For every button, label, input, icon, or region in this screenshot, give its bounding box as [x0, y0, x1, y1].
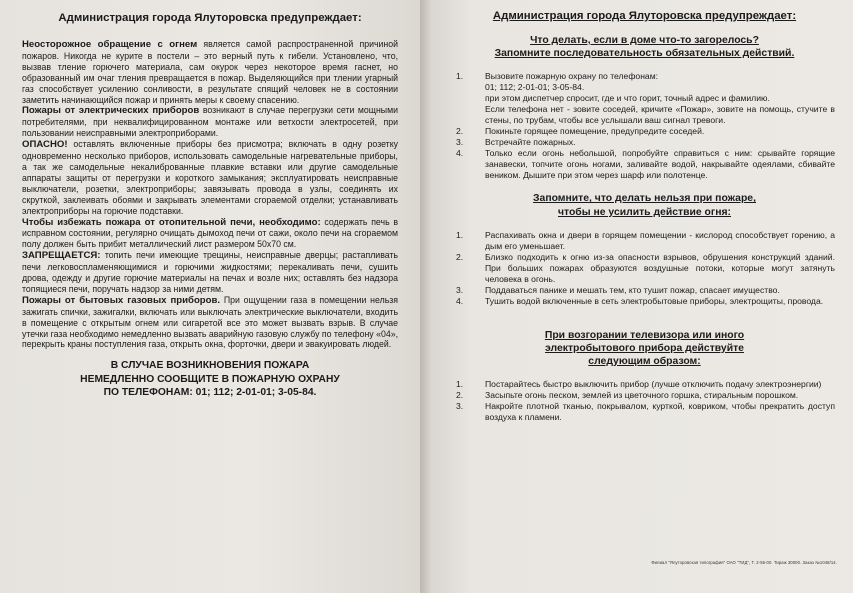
paragraph-text: возникают в случае перегрузки сети мощными потребителями, при неквалифицированном монтаже или ветхости электросетей, при пользовании неисправными электроприборами. — [22, 105, 398, 139]
list-item — [454, 148, 835, 181]
paragraph-text: При ощущении газа в помещении нельзя зажигать спички, зажигалки, включать или выключать электрические выключатели, входить в помещение с открытым огнем или сигаретой все это может вызвать взрыв. В случае утечки газа необходимо немедленно вызвать аварийную газовую службу по телефону «04», перекрыть краны поступления газа, открыть окна, форточки, двери и эвакуировать людей. — [22, 294, 398, 350]
list-item-number: 1. — [456, 71, 464, 82]
section-heading-line: Запомните последовательность обязательных действий. — [494, 48, 795, 60]
paragraph-lead: Пожары от электрических приборов — [22, 105, 200, 117]
list-item-number: 2. — [456, 390, 464, 401]
paragraph-lead: Пожары от бытовых газовых приборов. — [22, 294, 221, 306]
list-item-number: 1. — [456, 379, 464, 390]
list-item — [454, 285, 835, 296]
list-item — [454, 230, 835, 252]
list-item-text: Близко подходить к огню из-за опасности взрывов, обрушения конструкций зданий. При больших пожарах образуются воздушные потоки, которые могут затянуть человека в огонь. — [485, 251, 835, 284]
list-item-number: 3. — [456, 284, 464, 295]
paragraph-text: содержать печь в исправном состоянии, регулярно очищать дымоход печи от сажи, около печи на сгораемом полу должен быть прибит металлический лист размером 50х70 см. — [22, 216, 398, 250]
left-leaflet-page — [0, 0, 420, 593]
paragraph-lead: ЗАПРЕЩАЕТСЯ: — [22, 250, 101, 262]
list-item-number: 3. — [456, 137, 464, 148]
paragraph-lead: Неосторожное обращение с огнем — [22, 39, 198, 50]
section-heading-line: При возгорании телевизора или иного — [544, 329, 745, 341]
list-item — [454, 379, 835, 390]
list-item — [454, 252, 835, 285]
list-item — [454, 126, 835, 137]
printer-imprint: Филиал "Ялуторовская типография" ОАО "ТИД", Т. 2-55-00. Тираж 30000. Заказ №1048/14. — [651, 560, 837, 565]
list-item-text: Засыпьте огонь песком, землей из цветочного горшка, стиральным порошком. — [485, 390, 799, 401]
list-item-text: Только если огонь небольшой, попробуйте справиться с ним: срывайте горящие занавески, топчите огонь ногами, заливайте водой, накрывайте одеялами, сбивайте веником. Дышите при этом через шарф или полотенце. — [485, 148, 835, 181]
list-item-text: Накройте плотной тканью, покрывалом, курткой, ковриком, чтобы прекратить доступ воздуха к пламени. — [485, 401, 835, 423]
list-item-number: 4. — [456, 148, 464, 159]
what-not-to-do-list — [454, 230, 835, 307]
right-page-title: Администрация города Ялуторовска предупреждает: — [492, 10, 797, 22]
appliance-fire-list — [454, 379, 835, 423]
paragraph — [22, 250, 398, 295]
list-item — [454, 390, 835, 401]
paragraph — [22, 139, 398, 216]
paragraph-text: оставлять включенные приборы без присмотра; включать в одну розетку одновременно несколько приборов, использовать самодельные нагревательные приборы, а так же самодельные некалиброванные плавкие вставки или другие самодельные аппараты защиты от перегрузки и короткого замыкания; эксплуатировать неисправные выключатели, розетки, электроприборы; завязывать провода в узлы, соединять их скруткой, заклеивать обоями и закрывать элементами сгораемой отделки; устанавливать электроприборы на горючие подставки. — [22, 139, 398, 216]
section-heading-line: Что делать, если в доме что-то загорелось? — [530, 35, 759, 46]
section-what-not-to-do-heading — [454, 192, 835, 218]
paragraph — [22, 295, 398, 351]
list-item-text: Покиньте горящее помещение, предупредите соседей. — [485, 126, 705, 137]
list-item — [454, 137, 835, 148]
emergency-phone-notice — [22, 359, 398, 399]
section-heading-line: следующим образом: — [588, 356, 701, 368]
left-page-title: Администрация города Ялуторовска предупреждает: — [58, 12, 362, 24]
what-to-do-list — [454, 71, 835, 181]
paragraph-lead: Чтобы избежать пожара от отопительной печи, необходимо: — [22, 216, 321, 228]
list-item — [454, 296, 835, 307]
paragraph-lead: ОПАСНО! — [22, 139, 68, 151]
paragraph — [22, 39, 398, 105]
list-item — [454, 401, 835, 423]
list-item-text: Вызовите пожарную охрану по телефонам: — [485, 71, 659, 82]
section-what-to-do-heading — [454, 34, 835, 60]
list-item-text: Поддаваться панике и мешать тем, кто тушит пожар, спасает имущество. — [485, 284, 780, 295]
section-appliance-fire-heading — [454, 329, 835, 369]
list-item-note: 01; 112; 2-01-01; 3-05-84. — [485, 82, 585, 93]
list-item-text: Распахивать окна и двери в горящем помещении - кислород способствует горению, а дым его уменьшает. — [485, 229, 835, 251]
list-item-number: 2. — [456, 126, 464, 137]
list-item-note: Если телефона нет - зовите соседей, кричите «Пожар», зовите на помощь, стучите в стены, по трубам, чтобы все услышали ваш сигнал тревоги. — [485, 104, 835, 126]
paragraph — [22, 217, 398, 251]
list-item — [454, 71, 835, 82]
emergency-line-1: В СЛУЧАЕ ВОЗНИКНОВЕНИЯ ПОЖАРА — [110, 360, 310, 372]
section-heading-line: Запомните, что делать нельзя при пожаре, — [533, 193, 756, 205]
left-body-text — [22, 39, 398, 350]
list-item-number: 4. — [456, 295, 464, 306]
list-item-note: при этом диспетчер спросит, где и что горит, точный адрес и фамилию. — [485, 93, 770, 104]
list-item-number: 3. — [456, 401, 464, 412]
list-item-number: 2. — [456, 251, 464, 262]
page-fold — [420, 0, 430, 593]
section-heading-line: чтобы не усилить действие огня: — [557, 206, 732, 218]
paragraph-text: является самой распространенной причиной пожаров. Никогда не курите в постели – это верный путь к гибели. Установлено, что, вызвав тление горючего материала, сам окурок через некоторое время гаснет, но образованный им очаг тления превращается в пожар. Выделяющийся при тлении угарный газ способствует усилению сонливости, в результате спящий человек не в состоянии заметить начинающийся пожар и принять меры к своему спасению. — [22, 39, 398, 105]
emergency-line-3: ПО ТЕЛЕФОНАМ: 01; 112; 2-01-01; 3-05-84. — [103, 387, 317, 399]
emergency-line-2: НЕМЕДЛЕННО СООБЩИТЕ В ПОЖАРНУЮ ОХРАНУ — [80, 373, 340, 385]
list-item-text: Тушить водой включенные в сеть электробытовые приборы, электрощиты, провода. — [485, 295, 824, 306]
list-item-text: Постарайтесь быстро выключить прибор (лучше отключить подачу электроэнергии) — [485, 379, 822, 390]
paragraph — [22, 105, 398, 139]
paragraph-text: топить печи имеющие трещины, неисправные дверцы; растапливать печи легковоспламеняющимися и горючими жидкостями; перекаливать печи, сушить дрова, одежду и другие горючие материалы на печах и возле них; оставлять без надзора топящиеся печи, поручать надзор за ними детям. — [22, 250, 398, 294]
list-item-number: 1. — [456, 229, 464, 240]
section-heading-line: электробытового прибора действуйте — [545, 343, 744, 355]
right-leaflet-page — [430, 0, 853, 593]
list-item-text: Встречайте пожарных. — [485, 137, 576, 148]
